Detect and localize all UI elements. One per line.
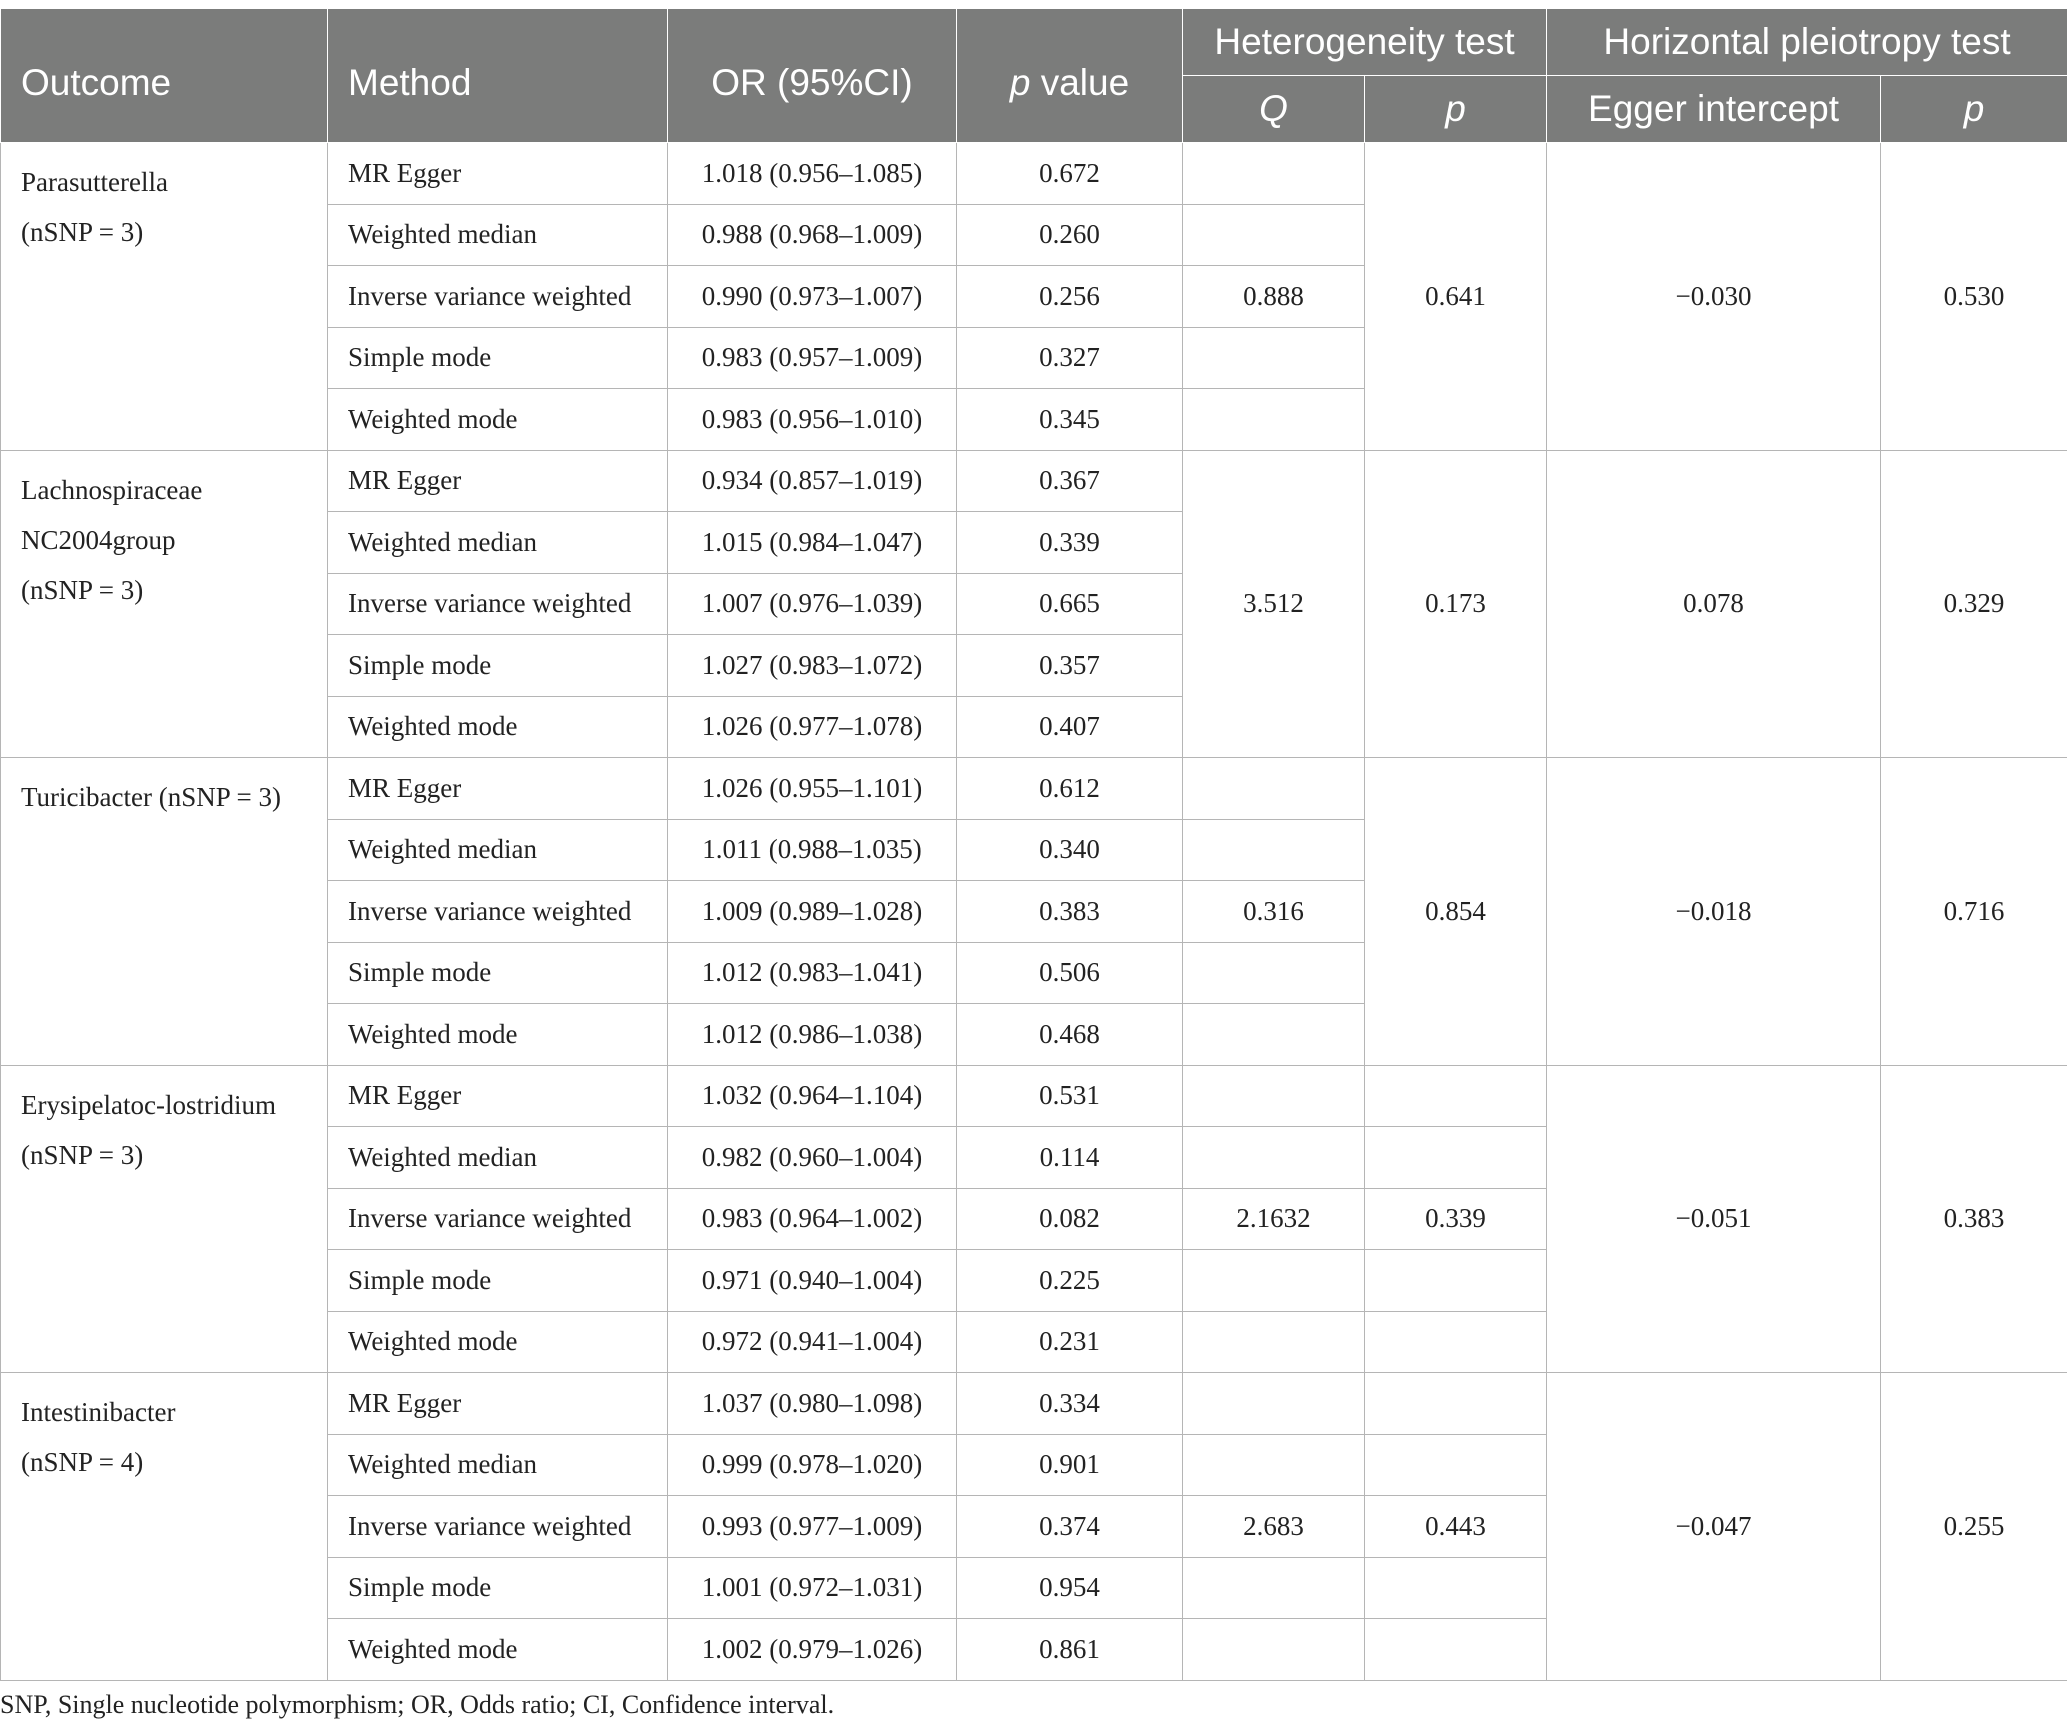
p-value-cell: 0.339	[957, 512, 1183, 574]
or-cell: 0.972 (0.941–1.004)	[668, 1311, 957, 1373]
het-p-cell	[1365, 1434, 1547, 1496]
results-table-container	[0, 8, 2067, 1681]
p-value-cell: 0.612	[957, 758, 1183, 820]
header-pleio-p	[1881, 76, 2067, 143]
or-cell: 1.011 (0.988–1.035)	[668, 819, 957, 881]
or-cell: 1.007 (0.976–1.039)	[668, 573, 957, 635]
method-cell: Weighted median	[328, 512, 668, 574]
q-cell	[1183, 1434, 1365, 1496]
table-body	[1, 143, 2067, 1681]
q-cell	[1183, 389, 1365, 451]
method-cell: Inverse variance weighted	[328, 1188, 668, 1250]
header-het-p-label: p	[1445, 88, 1466, 129]
or-cell: 1.002 (0.979–1.026)	[668, 1619, 957, 1681]
method-cell: MR Egger	[328, 758, 668, 820]
header-p-rest: value	[1030, 61, 1130, 103]
header-q	[1183, 76, 1365, 143]
or-cell: 0.934 (0.857–1.019)	[668, 450, 957, 512]
mr-results-table	[0, 8, 2067, 1681]
or-cell: 0.983 (0.964–1.002)	[668, 1188, 957, 1250]
pleio-p-cell: 0.329	[1881, 450, 2067, 758]
header-egger-intercept: Egger intercept	[1547, 76, 1881, 143]
outcome-line: Erysipelatoc-lostridium	[21, 1089, 276, 1120]
q-cell	[1183, 1004, 1365, 1066]
egger-intercept-cell: −0.051	[1547, 1065, 1881, 1373]
or-cell: 0.999 (0.978–1.020)	[668, 1434, 957, 1496]
header-q-label: Q	[1259, 88, 1288, 129]
p-value-cell: 0.260	[957, 204, 1183, 266]
method-cell: Weighted mode	[328, 1004, 668, 1066]
het-p-cell	[1365, 1557, 1547, 1619]
or-cell: 0.990 (0.973–1.007)	[668, 266, 957, 328]
outcome-line: (nSNP = 3)	[21, 217, 144, 247]
q-cell	[1183, 1311, 1365, 1373]
q-cell	[1183, 819, 1365, 881]
or-cell: 1.015 (0.984–1.047)	[668, 512, 957, 574]
het-p-cell	[1365, 1373, 1547, 1435]
het-p-cell: 0.641	[1365, 143, 1547, 451]
outcome-line: (nSNP = 3)	[21, 1139, 144, 1170]
or-cell: 1.032 (0.964–1.104)	[668, 1065, 957, 1127]
method-cell: MR Egger	[328, 1373, 668, 1435]
table-row	[1, 758, 2067, 820]
het-p-cell: 0.443	[1365, 1496, 1547, 1558]
or-cell: 0.983 (0.957–1.009)	[668, 327, 957, 389]
p-value-cell: 0.672	[957, 143, 1183, 205]
outcome-cell	[1, 1373, 328, 1681]
p-value-cell: 0.367	[957, 450, 1183, 512]
p-value-cell: 0.468	[957, 1004, 1183, 1066]
or-cell: 1.026 (0.977–1.078)	[668, 696, 957, 758]
q-cell: 2.683	[1183, 1496, 1365, 1558]
egger-intercept-cell: −0.018	[1547, 758, 1881, 1066]
method-cell: Inverse variance weighted	[328, 1496, 668, 1558]
het-p-cell	[1365, 1311, 1547, 1373]
outcome-line: NC2004group	[21, 524, 176, 555]
q-cell	[1183, 327, 1365, 389]
method-cell: MR Egger	[328, 143, 668, 205]
p-value-cell: 0.256	[957, 266, 1183, 328]
pleio-p-cell: 0.383	[1881, 1065, 2067, 1373]
header-het-p	[1365, 76, 1547, 143]
outcome-cell	[1, 143, 328, 451]
outcome-line: Intestinibacter	[21, 1397, 176, 1427]
p-value-cell: 0.340	[957, 819, 1183, 881]
header-outcome: Outcome	[1, 9, 328, 143]
p-value-cell: 0.357	[957, 635, 1183, 697]
or-cell: 0.983 (0.956–1.010)	[668, 389, 957, 451]
outcome-cell	[1, 1065, 328, 1373]
het-p-cell: 0.173	[1365, 450, 1547, 758]
q-cell	[1183, 1557, 1365, 1619]
table-row	[1, 450, 2067, 512]
p-value-cell: 0.901	[957, 1434, 1183, 1496]
p-value-cell: 0.954	[957, 1557, 1183, 1619]
or-cell: 0.993 (0.977–1.009)	[668, 1496, 957, 1558]
or-cell: 1.009 (0.989–1.028)	[668, 881, 957, 943]
or-cell: 0.988 (0.968–1.009)	[668, 204, 957, 266]
method-cell: Simple mode	[328, 1250, 668, 1312]
method-cell: Weighted mode	[328, 1311, 668, 1373]
table-row	[1, 143, 2067, 205]
or-cell: 1.027 (0.983–1.072)	[668, 635, 957, 697]
table-header	[1, 9, 2067, 143]
q-cell	[1183, 758, 1365, 820]
method-cell: Weighted median	[328, 204, 668, 266]
q-cell	[1183, 1619, 1365, 1681]
method-cell: Simple mode	[328, 635, 668, 697]
egger-intercept-cell: 0.078	[1547, 450, 1881, 758]
q-cell	[1183, 942, 1365, 1004]
header-or: OR (95%CI)	[668, 9, 957, 143]
method-cell: Weighted mode	[328, 696, 668, 758]
method-cell: Inverse variance weighted	[328, 881, 668, 943]
or-cell: 1.018 (0.956–1.085)	[668, 143, 957, 205]
p-value-cell: 0.861	[957, 1619, 1183, 1681]
table-row	[1, 1373, 2067, 1435]
or-cell: 1.012 (0.983–1.041)	[668, 942, 957, 1004]
egger-intercept-cell: −0.030	[1547, 143, 1881, 451]
method-cell: MR Egger	[328, 1065, 668, 1127]
method-cell: Inverse variance weighted	[328, 573, 668, 635]
outcome-line: (nSNP = 3)	[21, 574, 144, 605]
p-value-cell: 0.082	[957, 1188, 1183, 1250]
p-value-cell: 0.374	[957, 1496, 1183, 1558]
p-value-cell: 0.383	[957, 881, 1183, 943]
outcome-cell	[1, 758, 328, 1066]
p-value-cell: 0.114	[957, 1127, 1183, 1189]
pleio-p-cell: 0.530	[1881, 143, 2067, 451]
table-footnote: SNP, Single nucleotide polymorphism; OR, Odds ratio; CI, Confidence interval.	[0, 1690, 835, 1719]
or-cell: 1.012 (0.986–1.038)	[668, 1004, 957, 1066]
q-cell	[1183, 1250, 1365, 1312]
het-p-cell: 0.854	[1365, 758, 1547, 1066]
or-cell: 1.026 (0.955–1.101)	[668, 758, 957, 820]
q-cell	[1183, 1373, 1365, 1435]
outcome-line: Turicibacter (nSNP = 3)	[21, 782, 281, 812]
het-p-cell: 0.339	[1365, 1188, 1547, 1250]
method-cell: Weighted median	[328, 1434, 668, 1496]
het-p-cell	[1365, 1127, 1547, 1189]
pleio-p-cell: 0.255	[1881, 1373, 2067, 1681]
outcome-line: Parasutterella	[21, 167, 168, 197]
p-value-cell: 0.531	[957, 1065, 1183, 1127]
method-cell: Weighted mode	[328, 1619, 668, 1681]
or-cell: 1.001 (0.972–1.031)	[668, 1557, 957, 1619]
p-value-cell: 0.231	[957, 1311, 1183, 1373]
p-value-cell: 0.334	[957, 1373, 1183, 1435]
p-value-cell: 0.407	[957, 696, 1183, 758]
egger-intercept-cell: −0.047	[1547, 1373, 1881, 1681]
outcome-line: (nSNP = 4)	[21, 1447, 144, 1477]
header-pleiotropy: Horizontal pleiotropy test	[1547, 9, 2067, 76]
p-value-cell: 0.506	[957, 942, 1183, 1004]
method-cell: MR Egger	[328, 450, 668, 512]
q-cell	[1183, 143, 1365, 205]
method-cell: Inverse variance weighted	[328, 266, 668, 328]
header-pleio-p-label: p	[1963, 88, 1985, 129]
het-p-cell	[1365, 1065, 1547, 1127]
method-cell: Simple mode	[328, 327, 668, 389]
q-cell: 3.512	[1183, 450, 1365, 758]
table-row	[1, 1065, 2067, 1127]
het-p-cell	[1365, 1619, 1547, 1681]
q-cell: 0.316	[1183, 881, 1365, 943]
p-value-cell: 0.345	[957, 389, 1183, 451]
method-cell: Weighted mode	[328, 389, 668, 451]
outcome-cell	[1, 450, 328, 758]
header-p-italic: p	[1009, 61, 1031, 103]
het-p-cell	[1365, 1250, 1547, 1312]
p-value-cell: 0.327	[957, 327, 1183, 389]
q-cell	[1183, 1065, 1365, 1127]
header-p-value	[957, 9, 1183, 143]
or-cell: 1.037 (0.980–1.098)	[668, 1373, 957, 1435]
p-value-cell: 0.665	[957, 573, 1183, 635]
p-value-cell: 0.225	[957, 1250, 1183, 1312]
header-method: Method	[328, 9, 668, 143]
method-cell: Simple mode	[328, 1557, 668, 1619]
header-heterogeneity: Heterogeneity test	[1183, 9, 1547, 76]
q-cell: 0.888	[1183, 266, 1365, 328]
q-cell	[1183, 204, 1365, 266]
or-cell: 0.982 (0.960–1.004)	[668, 1127, 957, 1189]
outcome-line: Lachnospiraceae	[21, 474, 203, 505]
or-cell: 0.971 (0.940–1.004)	[668, 1250, 957, 1312]
method-cell: Weighted median	[328, 819, 668, 881]
pleio-p-cell: 0.716	[1881, 758, 2067, 1066]
q-cell: 2.1632	[1183, 1188, 1365, 1250]
method-cell: Simple mode	[328, 942, 668, 1004]
q-cell	[1183, 1127, 1365, 1189]
method-cell: Weighted median	[328, 1127, 668, 1189]
